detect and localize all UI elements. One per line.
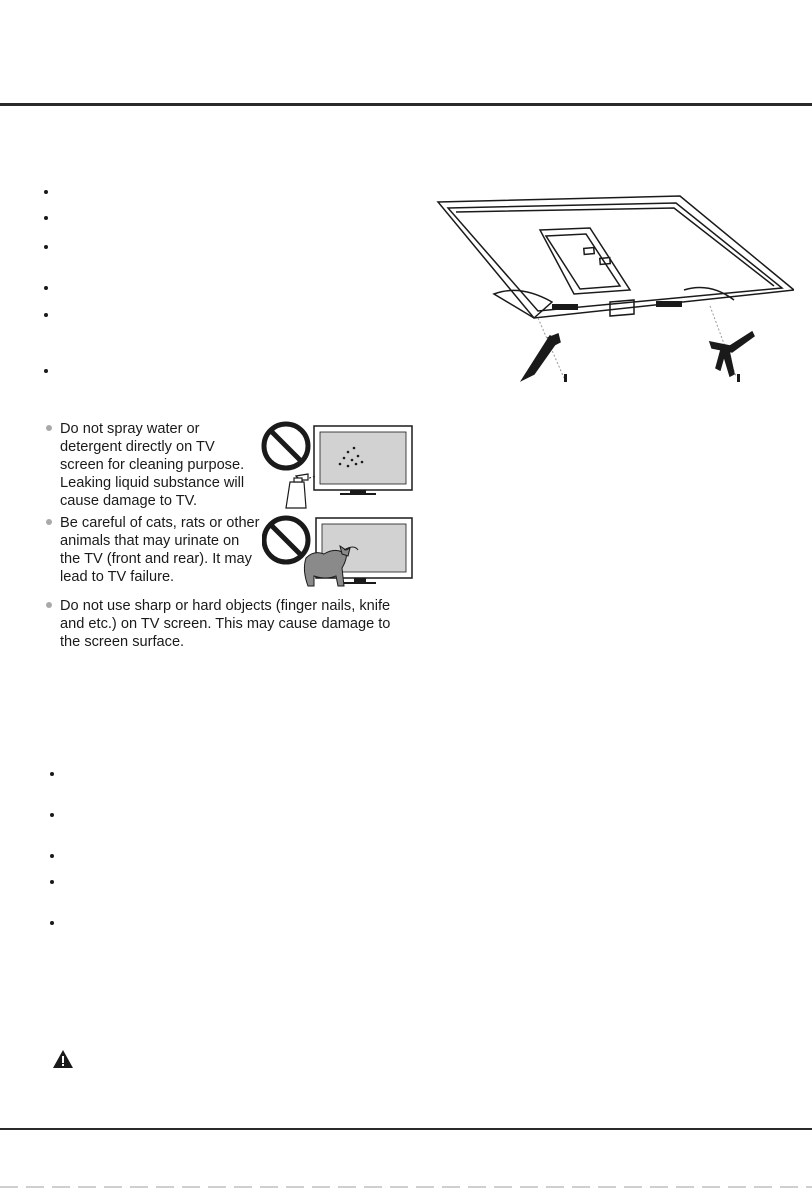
tv-stand-installation-illustration (434, 190, 794, 390)
note-bullet (46, 519, 52, 525)
prohibited-icon (264, 424, 308, 468)
warning-triangle-icon (52, 1049, 74, 1069)
scan-edge-strip (0, 1186, 812, 1188)
note-bullet (46, 602, 52, 608)
spray-bottle-icon (286, 474, 316, 508)
header-rule (0, 103, 812, 106)
bullet-marker (44, 313, 48, 317)
bullet-marker (44, 286, 48, 290)
note-animals: Be careful of cats, rats or other animals that may urinate on the TV (front and rear). It may lead to TV failure. (60, 515, 260, 585)
bullet-marker (50, 880, 54, 884)
bullet-marker (50, 813, 54, 817)
bullet-marker (44, 245, 48, 249)
animals-illustration (262, 514, 416, 590)
bullet-marker (44, 369, 48, 373)
note-spray-water: Do not spray water or detergent directly on TV screen for cleaning purpose. Leaking liquid substance will cause damage to TV. (60, 421, 245, 509)
prohibited-icon (264, 518, 308, 562)
bullet-marker (50, 854, 54, 858)
note-sharp-objects: Do not use sharp or hard objects (finger nails, knife and etc.) on TV screen. This may cause damage to the screen surface. (60, 598, 391, 650)
footer-rule (0, 1128, 812, 1130)
bullet-marker (50, 772, 54, 776)
no-spray-illustration (260, 418, 416, 510)
bullet-marker (50, 921, 54, 925)
bullet-marker (44, 216, 48, 220)
note-bullet (46, 425, 52, 431)
bullet-marker (44, 190, 48, 194)
